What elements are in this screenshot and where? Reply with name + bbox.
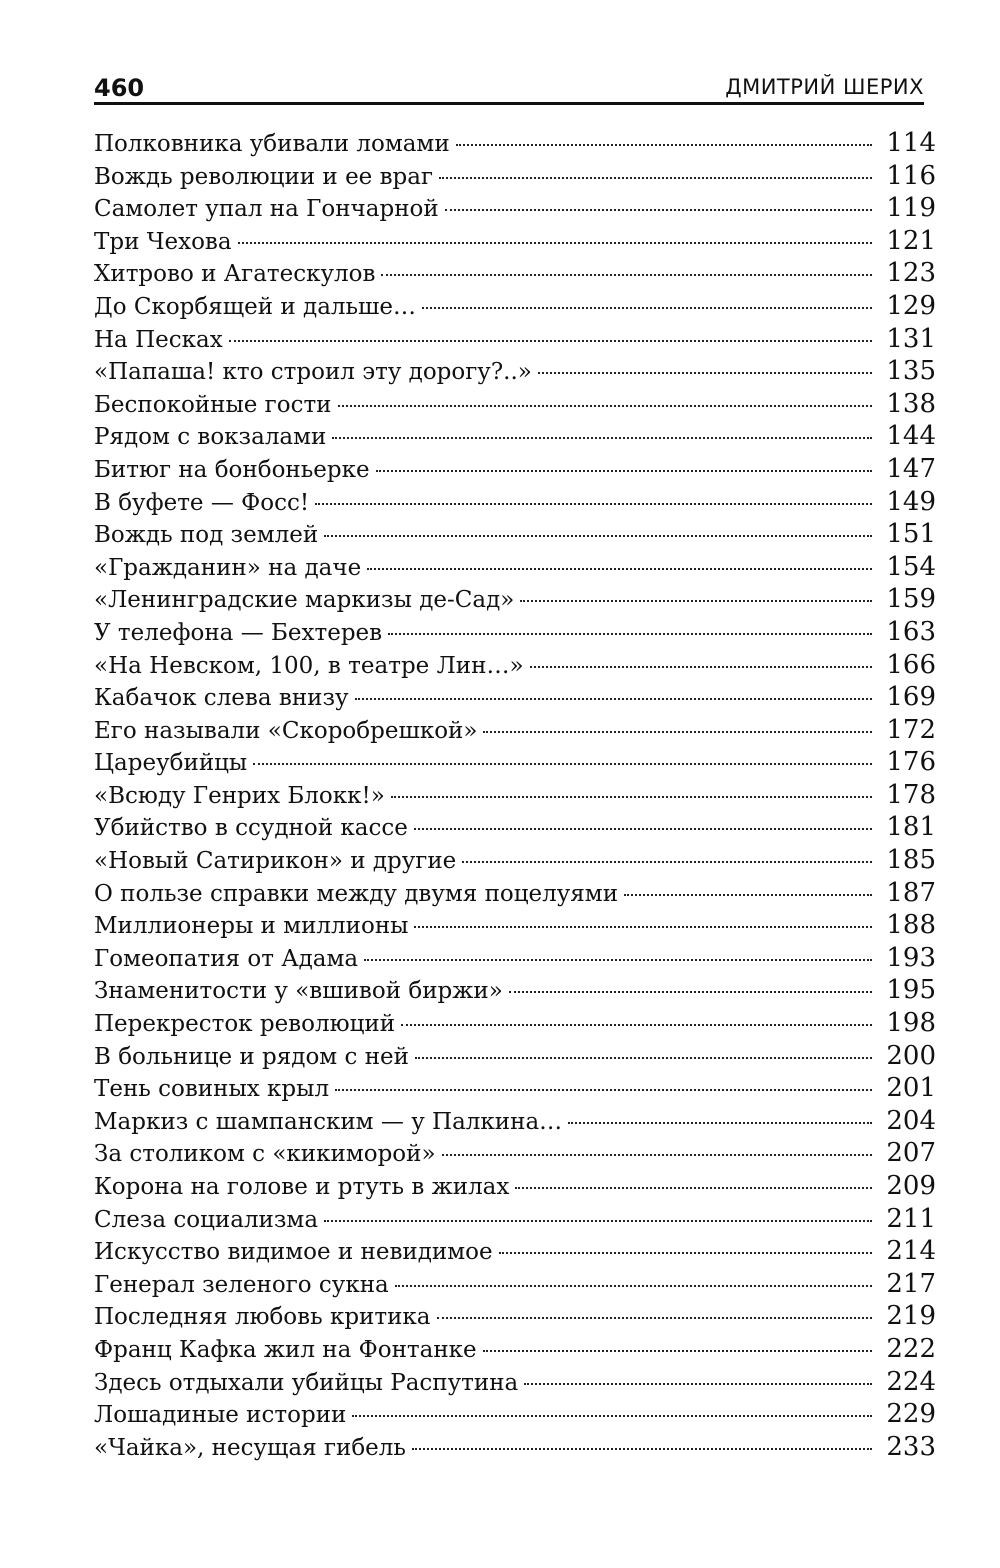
dot-leader: [367, 568, 872, 570]
toc-entry: [94, 910, 936, 943]
toc-entry-page-number: 114: [886, 128, 936, 158]
toc-entry-page-number: 159: [886, 584, 936, 615]
dot-leader: [229, 340, 872, 342]
toc-entry-page-number: 224: [886, 1366, 936, 1397]
toc-entry: [94, 584, 936, 617]
toc-entry: [94, 226, 936, 259]
dot-leader: [414, 926, 872, 928]
dot-leader: [324, 1220, 872, 1222]
dot-leader: [381, 274, 872, 276]
toc-entry-title: Убийство в ссудной кассе: [94, 815, 408, 842]
toc-entry-page-number: 135: [886, 356, 936, 387]
toc-entry: [94, 1138, 936, 1171]
dot-leader: [524, 1383, 872, 1385]
toc-entry: [94, 975, 936, 1008]
toc-entry: [94, 1171, 936, 1204]
dot-leader: [499, 1252, 872, 1254]
dot-leader: [439, 177, 872, 179]
toc-entry: [94, 715, 936, 748]
toc-entry-page-number: 229: [886, 1399, 936, 1430]
dot-leader: [395, 1285, 872, 1287]
toc-entry: [94, 845, 936, 878]
toc-entry: [94, 1269, 936, 1302]
dot-leader: [355, 698, 872, 700]
toc-entry: [94, 1073, 936, 1106]
toc-entry-title: Знаменитости у «вшивой биржи»: [94, 978, 503, 1005]
toc-entry-page-number: 207: [886, 1138, 936, 1169]
toc-entry: [94, 650, 936, 683]
toc-entry-title: Искусство видимое и невидимое: [94, 1239, 493, 1266]
dot-leader: [401, 1024, 872, 1026]
toc-entry: [94, 747, 936, 780]
toc-entry-title: Генерал зеленого сукна: [94, 1271, 389, 1298]
toc-entry-title: Франц Кафка жил на Фонтанке: [94, 1336, 477, 1363]
toc-entry-title: «Всюду Генрих Блокк!»: [94, 782, 385, 809]
toc-entry-page-number: 181: [886, 812, 936, 843]
dot-leader: [324, 535, 872, 537]
dot-leader: [515, 1187, 872, 1189]
toc-entry: [94, 1399, 936, 1432]
toc-entry-title: «Ленинградские маркизы де-Сад»: [94, 587, 515, 614]
toc-entry: [94, 617, 936, 650]
toc-entry: [94, 943, 936, 976]
toc-entry-page-number: 144: [886, 421, 936, 452]
dot-leader: [391, 796, 872, 798]
toc-entry-page-number: 200: [886, 1040, 936, 1071]
toc-entry-title: Полковника убивали ломами: [94, 131, 450, 157]
dot-leader: [364, 959, 872, 961]
toc-entry-title: Последняя любовь критика: [94, 1304, 431, 1331]
toc-entry: [94, 421, 936, 454]
dot-leader: [388, 633, 872, 635]
toc-entry-title: Перекресток революций: [94, 1011, 396, 1038]
toc-entry-page-number: 217: [886, 1268, 936, 1299]
toc-entry-page-number: 172: [886, 714, 936, 745]
dot-leader: [415, 1057, 872, 1059]
dot-leader: [335, 1089, 872, 1091]
toc-entry-title: «Папаша! кто строил эту дорогу?..»: [94, 359, 532, 386]
toc-entry-page-number: 214: [886, 1236, 936, 1267]
toc-entry-page-number: 222: [886, 1333, 936, 1364]
toc-entry-title: Лошадиные истории: [94, 1402, 347, 1429]
toc-entry: [94, 161, 936, 194]
toc-entry-page-number: 188: [886, 910, 936, 941]
toc-entry-title: Рядом с вокзалами: [94, 424, 327, 451]
dot-leader: [442, 1154, 872, 1156]
toc-entry-title: О пользе справки между двумя поцелуями: [94, 880, 619, 907]
page-number: 460: [94, 74, 145, 102]
toc-entry-page-number: 209: [886, 1171, 936, 1201]
dot-leader: [422, 307, 872, 309]
toc-entry-title: Корона на голове и ртуть в жилах: [94, 1174, 510, 1200]
toc-entry-page-number: 169: [886, 682, 936, 713]
toc-entry-page-number: 151: [886, 519, 936, 550]
toc-entry-page-number: 178: [886, 779, 936, 810]
toc-entry-title: «Новый Сатирикон» и другие: [94, 848, 457, 875]
toc-entry-page-number: 119: [886, 193, 936, 224]
toc-entry-page-number: 219: [886, 1301, 936, 1332]
toc-entry: [94, 1236, 936, 1269]
toc-entry: [94, 193, 936, 226]
dot-leader: [437, 1317, 872, 1319]
toc-entry: [94, 1432, 936, 1465]
dot-leader: [332, 437, 872, 439]
toc-entry-title: Битюг на бонбоньерке: [94, 456, 370, 483]
table-of-contents: [94, 128, 936, 1464]
toc-entry-page-number: 176: [886, 747, 936, 778]
dot-leader: [315, 503, 872, 505]
running-head-author: ДМИТРИЙ ШЕРИХ: [725, 75, 924, 99]
toc-entry-title: Здесь отдыхали убийцы Распутина: [94, 1369, 519, 1396]
toc-entry-page-number: 185: [886, 845, 936, 876]
toc-entry-title: В больнице и рядом с ней: [94, 1043, 409, 1070]
toc-entry-page-number: 147: [886, 453, 936, 484]
toc-entry-page-number: 198: [886, 1008, 936, 1039]
toc-entry-page-number: 116: [886, 160, 936, 191]
toc-entry: [94, 389, 936, 422]
toc-entry: [94, 519, 936, 552]
toc-entry-page-number: 154: [886, 551, 936, 582]
toc-entry-title: Его называли «Скоробрешкой»: [94, 717, 478, 744]
toc-entry-page-number: 149: [886, 486, 936, 517]
toc-entry-page-number: 121: [886, 225, 936, 256]
toc-entry: [94, 878, 936, 911]
toc-entry-title: «На Невском, 100, в театре Лин…»: [94, 652, 524, 679]
dot-leader: [376, 470, 872, 472]
toc-entry-title: Беспокойные гости: [94, 391, 332, 418]
toc-entry-title: Гомеопатия от Адама: [94, 945, 359, 972]
dot-leader: [538, 372, 872, 374]
toc-entry-page-number: 129: [886, 290, 936, 321]
toc-entry: [94, 324, 936, 357]
dot-leader: [456, 144, 872, 146]
toc-entry-title: Вождь под землей: [94, 522, 319, 549]
toc-entry-page-number: 131: [886, 323, 936, 354]
dot-leader: [414, 828, 872, 830]
toc-entry-title: Три Чехова: [94, 228, 232, 255]
toc-entry-page-number: 163: [886, 616, 936, 647]
toc-entry-title: На Песках: [94, 326, 223, 353]
toc-entry: [94, 487, 936, 520]
toc-entry: [94, 1334, 936, 1367]
toc-entry-title: В буфете — Фосс!: [94, 489, 310, 516]
toc-entry: [94, 291, 936, 324]
toc-entry-title: Кабачок слева внизу: [94, 685, 349, 712]
dot-leader: [412, 1448, 872, 1450]
toc-entry-page-number: 193: [886, 942, 936, 973]
dot-leader: [568, 1122, 872, 1124]
toc-entry: [94, 682, 936, 715]
toc-entry-page-number: 195: [886, 975, 936, 1006]
toc-entry-page-number: 187: [886, 877, 936, 908]
toc-entry-title: За столиком с «кикиморой»: [94, 1141, 436, 1168]
dot-leader: [253, 763, 872, 765]
page-header: [94, 68, 924, 105]
toc-entry: [94, 812, 936, 845]
dot-leader: [338, 405, 872, 407]
toc-entry-page-number: 166: [886, 649, 936, 680]
toc-entry-title: «Гражданин» на даче: [94, 554, 362, 581]
dot-leader: [520, 600, 872, 602]
toc-entry: [94, 454, 936, 487]
toc-entry-title: Слеза социализма: [94, 1206, 319, 1233]
toc-entry: [94, 1301, 936, 1334]
toc-entry-title: Вождь революции и ее враг: [94, 163, 434, 190]
toc-entry: [94, 1041, 936, 1074]
toc-entry-title: Хитрово и Агатескулов: [94, 261, 376, 288]
toc-entry-page-number: 233: [886, 1431, 936, 1462]
dot-leader: [462, 861, 872, 863]
toc-entry: [94, 1008, 936, 1041]
dot-leader: [530, 666, 872, 668]
toc-entry-title: Маркиз с шампанским — у Палкина…: [94, 1108, 563, 1135]
toc-entry-title: Тень совиных крыл: [94, 1076, 330, 1103]
dot-leader: [352, 1415, 872, 1417]
dot-leader: [445, 209, 872, 211]
toc-entry: [94, 780, 936, 813]
toc-entry-title: До Скорбящей и дальше…: [94, 293, 417, 320]
dot-leader: [238, 242, 872, 244]
dot-leader: [483, 1350, 872, 1352]
toc-entry: [94, 128, 936, 161]
toc-entry-page-number: 123: [886, 258, 936, 289]
toc-entry-title: Цареубийцы: [94, 750, 248, 777]
toc-entry: [94, 258, 936, 291]
toc-entry: [94, 1106, 936, 1139]
toc-entry-title: Миллионеры и миллионы: [94, 913, 409, 940]
toc-entry-title: «Чайка», несущая гибель: [94, 1434, 406, 1461]
dot-leader: [483, 731, 872, 733]
toc-entry: [94, 356, 936, 389]
toc-entry-title: У телефона — Бехтерев: [94, 619, 383, 646]
toc-entry-title: Самолет упал на Гончарной: [94, 196, 439, 223]
toc-entry: [94, 1204, 936, 1237]
dot-leader: [624, 894, 872, 896]
toc-entry-page-number: 204: [886, 1105, 936, 1136]
toc-entry: [94, 552, 936, 585]
toc-entry-page-number: 138: [886, 388, 936, 419]
dot-leader: [509, 991, 872, 993]
toc-entry: [94, 1367, 936, 1400]
toc-entry-page-number: 211: [886, 1203, 936, 1234]
toc-entry-page-number: 201: [886, 1073, 936, 1104]
